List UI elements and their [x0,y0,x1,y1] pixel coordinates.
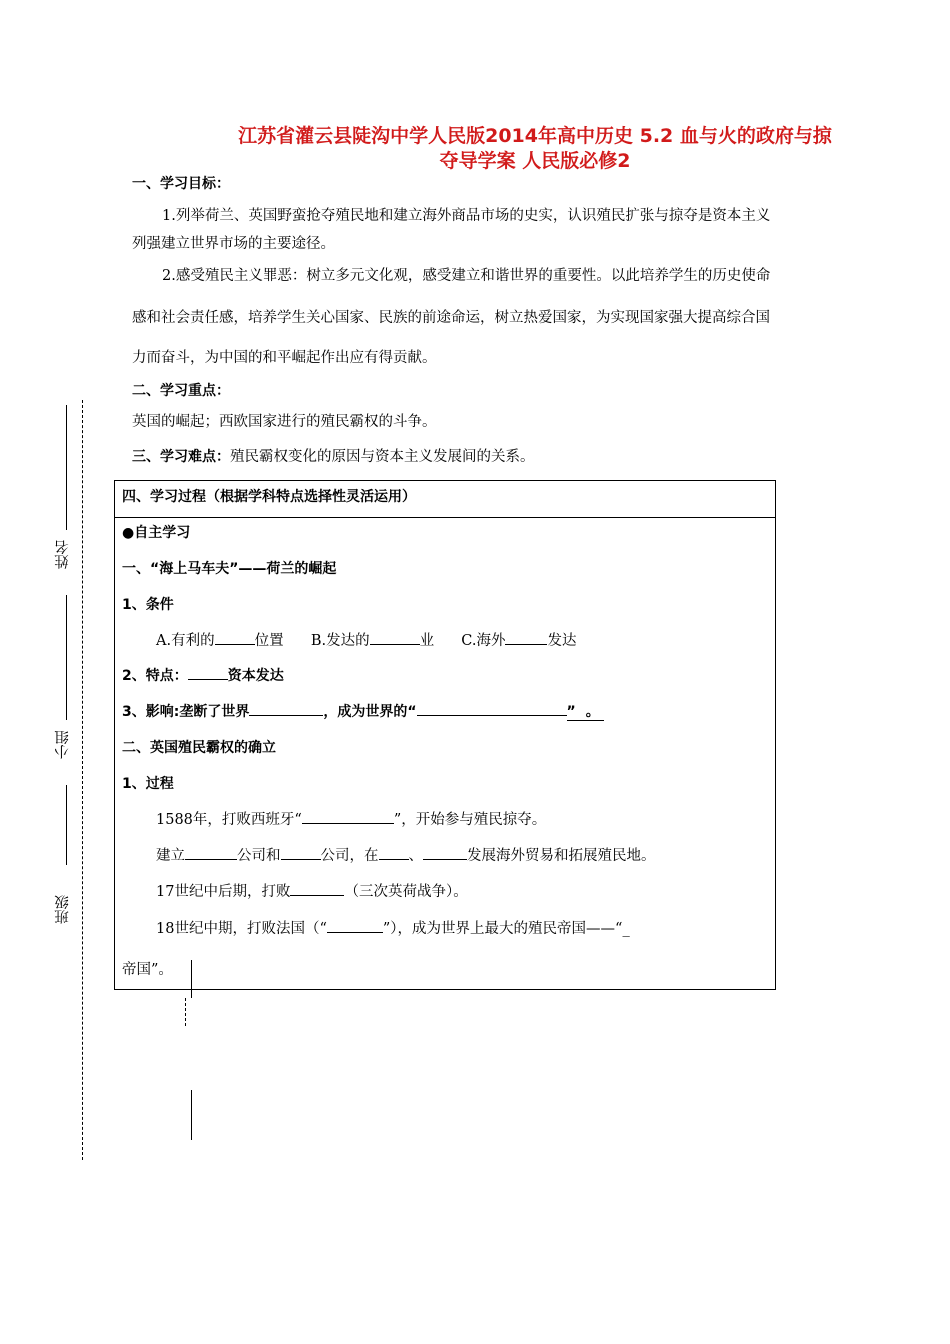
cond-c-suffix: 发达 [547,633,577,649]
line2-text-a: 建立 [156,848,185,864]
dashed-line [185,998,186,1026]
objective-2-line1: 2.感受殖民主义罪恶：树立多元文化观，感受建立和谐世界的重要性。以此培养学生的历史使命 [162,268,771,284]
impact-label: 3、影响:垄断了世界 [122,704,250,720]
conditions-line [156,629,576,650]
name-line-bottom [66,595,67,720]
line2-blank-2[interactable] [281,845,321,860]
document-title-line2: 夺导学案 人民版必修2 [439,150,631,172]
line3-text-a: 17世纪中后期，打败 [156,884,291,900]
features-blank[interactable] [188,665,228,680]
line2-blank-1[interactable] [185,845,237,860]
section-netherlands-title: 一、“海上马车夫”——荷兰的崛起 [122,561,337,577]
impact-blank-1[interactable] [249,701,323,716]
cond-b-prefix: B.发达的 [310,633,370,649]
cond-a-suffix: 位置 [254,633,284,649]
impact-line [122,701,604,721]
class-label: 班级 [55,895,71,924]
line2-blank-3[interactable] [379,845,409,860]
cursor-line-top [191,960,192,998]
features-text: 资本发达 [227,668,284,684]
objective-1-line2: 列强建立世界市场的主要途径。 [132,236,335,252]
line1-text-a: 1588年，打败西班牙“ [156,812,302,828]
process-line-5: 帝国”。 [122,962,173,978]
cond-a-prefix: A.有利的 [156,633,215,649]
line2-text-d: 、 [408,848,423,864]
process-heading: 四、学习过程（根据学科特点选择性灵活运用） [122,489,416,505]
impact-period: 。 [576,704,604,721]
impact-end: ” [566,704,576,720]
vertical-rule-bottom [191,1090,192,1140]
process-line-1 [156,808,546,829]
process-line-3 [156,880,468,901]
cond-b-blank[interactable] [370,630,420,645]
binding-dashed-line [82,400,83,1160]
process-line-4 [156,917,630,938]
focus-heading: 二、学习重点： [132,383,230,399]
name-line-top [66,405,67,530]
self-study-label: ●自主学习 [122,525,191,541]
objective-1-line1: 1.列举荷兰、英国野蛮抢夺殖民地和建立海外商品市场的史实，认识殖民扩张与掠夺是资本主义 [162,208,771,224]
difficulty-heading: 三、学习难点： [132,449,230,465]
cond-b-suffix: 业 [419,633,435,649]
line4-text-c: _ [622,921,630,937]
document-title-line1: 江苏省灌云县陡沟中学人民版2014年高中历史 5.2 血与火的政府与掠 [238,125,832,147]
line2-blank-4[interactable] [423,845,467,860]
line4-blank[interactable] [327,918,383,933]
group-line [66,785,67,865]
group-label: 小组 [55,730,71,759]
line4-text-a: 18世纪中期，打败法国（“ [156,921,327,937]
line3-text-b: （三次英荷战争）。 [344,884,468,900]
line2-text-e: 发展海外贸易和拓展殖民地。 [467,848,656,864]
focus-text: 英国的崛起；西欧国家进行的殖民霸权的斗争。 [132,414,437,430]
difficulty-text: 殖民霸权变化的原因与资本主义发展间的关系。 [230,449,535,465]
section-britain-title: 二、英国殖民霸权的确立 [122,740,276,756]
line1-text-b: ”，开始参与殖民掠夺。 [393,812,547,828]
line1-blank[interactable] [302,809,394,824]
line2-text-b: 公司和 [237,848,281,864]
line4-text-b: ”），成为世界上最大的殖民帝国——“ [382,921,623,937]
objective-2-line2: 感和社会责任感，培养学生关心国家、民族的前途命运，树立热爱国家，为实现国家强大提高综合国 [132,310,770,326]
impact-mid: ，成为世界的“ [323,704,417,720]
cond-c-blank[interactable] [505,630,547,645]
conditions-label: 1、条件 [122,597,174,613]
difficulty-line [132,445,535,466]
box-divider [115,517,775,518]
cond-c-prefix: C.海外 [461,633,506,649]
line2-text-c: 公司，在 [320,848,379,864]
line3-blank[interactable] [290,881,344,896]
learning-process-box [114,480,776,990]
process-label: 1、过程 [122,776,174,792]
impact-blank-2[interactable] [417,701,567,716]
cond-a-blank[interactable] [215,630,255,645]
process-line-2 [156,844,656,865]
objective-2-line3: 力而奋斗，为中国的和平崛起作出应有得贡献。 [132,350,437,366]
features-label: 2、特点： [122,668,188,684]
name-label: 姓名 [55,540,71,569]
objectives-heading: 一、学习目标： [132,176,230,192]
features-line [122,665,284,685]
